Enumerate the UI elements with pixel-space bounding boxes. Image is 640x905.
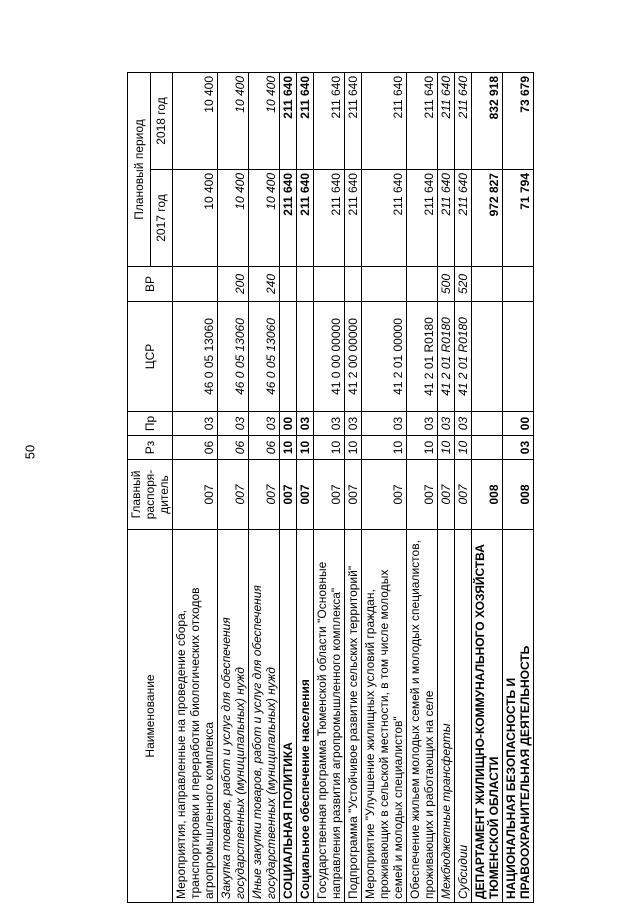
cell-pr: 03 <box>438 412 455 436</box>
cell-csr: 46 0 05 13060 <box>173 302 218 412</box>
cell-rz: 03 <box>503 436 534 460</box>
cell-rz: 06 <box>173 436 218 460</box>
cell-vr <box>280 267 297 302</box>
cell-pr: 03 <box>407 412 438 436</box>
cell-vr <box>503 267 534 302</box>
cell-2017: 972 827 <box>472 170 503 267</box>
table-row <box>503 72 534 902</box>
cell-name: Обеспечение жильем молодых семей и молодых специалистов, проживающих и работающих на селе <box>407 530 438 903</box>
cell-rz: 10 <box>280 436 297 460</box>
cell-name: Мероприятие "Улучшение жилищных условий граждан, проживающих в сельской местности, в том числе молодых семей и молодых специалистов" <box>362 530 407 903</box>
table-row <box>280 72 297 902</box>
cell-2018: 10 400 <box>249 72 280 169</box>
cell-csr: 41 2 01 R0180 <box>438 302 455 412</box>
rotated-page-content <box>127 73 557 903</box>
cell-name: Закупка товаров, работ и услуг для обеспечения государственных (муниципальных) нужд <box>218 530 249 903</box>
cell-admin: 007 <box>407 460 438 530</box>
cell-rz: 06 <box>218 436 249 460</box>
cell-2017: 211 640 <box>455 170 472 267</box>
table-row <box>249 72 280 902</box>
cell-2017: 211 640 <box>362 170 407 267</box>
cell-admin: 008 <box>472 460 503 530</box>
cell-csr <box>297 302 314 412</box>
cell-vr: 520 <box>455 267 472 302</box>
cell-vr <box>472 267 503 302</box>
cell-name: Межбюджетные трансферты <box>438 530 455 903</box>
cell-rz: 10 <box>407 436 438 460</box>
cell-name: НАЦИОНАЛЬНАЯ БЕЗОПАСНОСТЬ И ПРАВООХРАНИТЕЛЬНАЯ ДЕЯТЕЛЬНОСТЬ <box>503 530 534 903</box>
cell-admin: 007 <box>280 460 297 530</box>
cell-vr <box>345 267 362 302</box>
cell-name: Субсидии <box>455 530 472 903</box>
cell-rz: 10 <box>297 436 314 460</box>
cell-csr <box>503 302 534 412</box>
cell-2018: 10 400 <box>173 72 218 169</box>
cell-name: ДЕПАРТАМЕНТ ЖИЛИЩНО-КОММУНАЛЬНОГО ХОЗЯЙСТВА ТЮМЕНСКОЙ ОБЛАСТИ <box>472 530 503 903</box>
table-row <box>362 72 407 902</box>
cell-csr: 46 0 05 13060 <box>249 302 280 412</box>
cell-vr: 500 <box>438 267 455 302</box>
table-row <box>314 72 345 902</box>
cell-admin: 007 <box>362 460 407 530</box>
cell-admin: 007 <box>173 460 218 530</box>
cell-pr: 03 <box>455 412 472 436</box>
cell-vr: 240 <box>249 267 280 302</box>
cell-2018: 10 400 <box>218 72 249 169</box>
table-row <box>407 72 438 902</box>
cell-admin: 007 <box>438 460 455 530</box>
cell-pr <box>472 412 503 436</box>
header-planned-period: Плановый период <box>128 72 151 266</box>
cell-2018: 211 640 <box>407 72 438 169</box>
cell-2018: 211 640 <box>297 72 314 169</box>
cell-rz <box>472 436 503 460</box>
budget-table <box>127 72 534 903</box>
cell-pr: 03 <box>314 412 345 436</box>
cell-csr: 41 2 01 R0180 <box>407 302 438 412</box>
cell-2018: 211 640 <box>455 72 472 169</box>
cell-csr: 46 0 05 13060 <box>218 302 249 412</box>
cell-vr <box>173 267 218 302</box>
cell-csr: 41 0 00 00000 <box>314 302 345 412</box>
table-row <box>472 72 503 902</box>
header-csr: ЦСР <box>128 302 173 412</box>
cell-csr: 41 2 01 00000 <box>362 302 407 412</box>
cell-pr: 03 <box>345 412 362 436</box>
cell-2018: 211 640 <box>345 72 362 169</box>
cell-vr <box>314 267 345 302</box>
cell-name: СОЦИАЛЬНАЯ ПОЛИТИКА <box>280 530 297 903</box>
cell-admin: 007 <box>249 460 280 530</box>
cell-admin: 007 <box>297 460 314 530</box>
cell-pr: 03 <box>218 412 249 436</box>
cell-2018: 73 679 <box>503 72 534 169</box>
cell-2018: 211 640 <box>314 72 345 169</box>
cell-2017: 10 400 <box>218 170 249 267</box>
header-pr: Пр <box>128 412 173 436</box>
cell-2017: 10 400 <box>249 170 280 267</box>
cell-name: Государственная программа Тюменской области "Основные направления развития агропромышленного комплекса" <box>314 530 345 903</box>
table-row <box>438 72 455 902</box>
cell-vr <box>297 267 314 302</box>
header-2018: 2018 год <box>150 72 173 169</box>
header-admin: Главный распоря- дитель <box>128 460 173 530</box>
table-row <box>173 72 218 902</box>
cell-csr: 41 2 01 R0180 <box>455 302 472 412</box>
cell-name: Социальное обеспечение населения <box>297 530 314 903</box>
cell-admin: 007 <box>218 460 249 530</box>
cell-2017: 211 640 <box>407 170 438 267</box>
table-row <box>455 72 472 902</box>
cell-vr: 200 <box>218 267 249 302</box>
cell-admin: 007 <box>314 460 345 530</box>
cell-vr <box>362 267 407 302</box>
cell-2018: 211 640 <box>438 72 455 169</box>
cell-pr: 03 <box>249 412 280 436</box>
cell-name: Подпрограмма "Устойчивое развитие сельских территорий" <box>345 530 362 903</box>
cell-pr: 00 <box>503 412 534 436</box>
cell-csr <box>280 302 297 412</box>
cell-rz: 10 <box>314 436 345 460</box>
cell-2017: 211 640 <box>345 170 362 267</box>
header-row <box>128 72 151 902</box>
cell-rz: 10 <box>362 436 407 460</box>
cell-name: Иные закупки товаров, работ и услуг для обеспечения государственных (муниципальных) нужд <box>249 530 280 903</box>
cell-name: Мероприятия, направленные на проведение сбора, транспортировки и переработки биологических отходов агропромышленного комплекса <box>173 530 218 903</box>
cell-2017: 211 640 <box>438 170 455 267</box>
table-row <box>345 72 362 902</box>
table-row <box>218 72 249 902</box>
cell-2018: 832 918 <box>472 72 503 169</box>
cell-2017: 211 640 <box>280 170 297 267</box>
cell-pr: 03 <box>297 412 314 436</box>
cell-2018: 211 640 <box>362 72 407 169</box>
table-row <box>297 72 314 902</box>
cell-admin: 008 <box>503 460 534 530</box>
cell-2017: 211 640 <box>314 170 345 267</box>
header-vr: ВР <box>128 267 173 302</box>
cell-admin: 007 <box>455 460 472 530</box>
cell-2017: 211 640 <box>297 170 314 267</box>
cell-2017: 10 400 <box>173 170 218 267</box>
page-number: 50 <box>22 444 38 460</box>
cell-vr <box>407 267 438 302</box>
cell-csr <box>472 302 503 412</box>
cell-rz: 10 <box>455 436 472 460</box>
header-2017: 2017 год <box>150 170 173 267</box>
cell-rz: 10 <box>345 436 362 460</box>
cell-rz: 06 <box>249 436 280 460</box>
cell-csr: 41 2 00 00000 <box>345 302 362 412</box>
cell-pr: 03 <box>362 412 407 436</box>
table-body <box>173 72 534 902</box>
cell-admin: 007 <box>345 460 362 530</box>
cell-2018: 211 640 <box>280 72 297 169</box>
cell-pr: 00 <box>280 412 297 436</box>
cell-2017: 71 794 <box>503 170 534 267</box>
header-name: Наименование <box>128 530 173 903</box>
cell-pr: 03 <box>173 412 218 436</box>
header-rz: Рз <box>128 436 173 460</box>
cell-rz: 10 <box>438 436 455 460</box>
